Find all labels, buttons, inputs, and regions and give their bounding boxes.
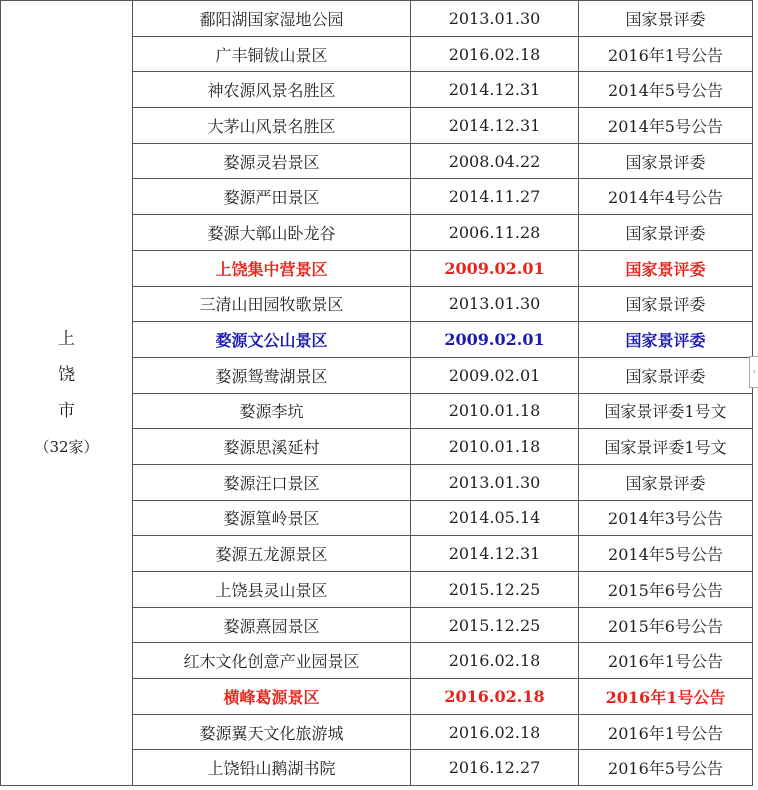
date-cell: 2010.01.18 bbox=[411, 429, 579, 465]
date-cell: 2014.12.31 bbox=[411, 72, 579, 108]
region-name-char: 饶 bbox=[58, 365, 75, 386]
source-cell: 国家景评委 bbox=[579, 143, 753, 179]
source-cell: 2015年6号公告 bbox=[579, 607, 753, 643]
date-cell: 2010.01.18 bbox=[411, 393, 579, 429]
scenic-area-name-cell: 上饶县灵山景区 bbox=[133, 572, 411, 608]
date-cell: 2016.02.18 bbox=[411, 714, 579, 750]
source-cell: 2016年1号公告 bbox=[579, 36, 753, 72]
date-cell: 2014.05.14 bbox=[411, 500, 579, 536]
scenic-area-name-cell: 婺源灵岩景区 bbox=[133, 143, 411, 179]
date-cell: 2016.12.27 bbox=[411, 750, 579, 786]
scenic-area-name-cell: 婺源大鄣山卧龙谷 bbox=[133, 215, 411, 251]
scenic-area-name-cell: 横峰葛源景区 bbox=[133, 679, 411, 715]
source-cell: 国家景评委 bbox=[579, 322, 753, 358]
date-cell: 2016.02.18 bbox=[411, 36, 579, 72]
source-cell: 2014年4号公告 bbox=[579, 179, 753, 215]
source-cell: 2016年1号公告 bbox=[579, 679, 753, 715]
scenic-area-name-cell: 婺源汪口景区 bbox=[133, 464, 411, 500]
scenic-area-name-cell: 上饶集中营景区 bbox=[133, 250, 411, 286]
region-count: （32家） bbox=[34, 438, 99, 457]
source-cell: 2014年5号公告 bbox=[579, 536, 753, 572]
date-cell: 2006.11.28 bbox=[411, 215, 579, 251]
scenic-area-name-cell: 婺源翼天文化旅游城 bbox=[133, 714, 411, 750]
date-cell: 2015.12.25 bbox=[411, 607, 579, 643]
source-cell: 2014年5号公告 bbox=[579, 108, 753, 144]
scenic-area-name-cell: 上饶铅山鹅湖书院 bbox=[133, 750, 411, 786]
region-name-char: 上 bbox=[58, 329, 75, 350]
date-cell: 2014.12.31 bbox=[411, 108, 579, 144]
date-cell: 2014.11.27 bbox=[411, 179, 579, 215]
scenic-area-name-cell: 神农源风景名胜区 bbox=[133, 72, 411, 108]
table-body bbox=[1, 1, 753, 786]
source-cell: 国家景评委 bbox=[579, 464, 753, 500]
source-cell: 国家景评委 bbox=[579, 357, 753, 393]
source-cell: 2014年5号公告 bbox=[579, 72, 753, 108]
region-cell bbox=[1, 1, 133, 786]
date-cell: 2016.02.18 bbox=[411, 679, 579, 715]
scenic-area-name-cell: 婺源文公山景区 bbox=[133, 322, 411, 358]
date-cell: 2016.02.18 bbox=[411, 643, 579, 679]
scenic-area-name-cell: 三清山田园牧歌景区 bbox=[133, 286, 411, 322]
scenic-area-name-cell: 鄱阳湖国家湿地公园 bbox=[133, 1, 411, 37]
source-cell: 国家景评委 bbox=[579, 286, 753, 322]
scenic-area-name-cell: 婺源严田景区 bbox=[133, 179, 411, 215]
date-cell: 2009.02.01 bbox=[411, 322, 579, 358]
date-cell: 2013.01.30 bbox=[411, 1, 579, 37]
date-cell: 2014.12.31 bbox=[411, 536, 579, 572]
region-name-char: 市 bbox=[58, 401, 75, 422]
source-cell: 国家景评委1号文 bbox=[579, 429, 753, 465]
scenic-area-name-cell: 婺源熹园景区 bbox=[133, 607, 411, 643]
table-row bbox=[1, 1, 753, 37]
source-cell: 2014年3号公告 bbox=[579, 500, 753, 536]
scenic-area-name-cell: 婺源五龙源景区 bbox=[133, 536, 411, 572]
scenic-area-name-cell: 婺源思溪延村 bbox=[133, 429, 411, 465]
source-cell: 2015年6号公告 bbox=[579, 572, 753, 608]
date-cell: 2008.04.22 bbox=[411, 143, 579, 179]
scroll-handle[interactable]: ‹ bbox=[749, 356, 758, 388]
date-cell: 2009.02.01 bbox=[411, 250, 579, 286]
scenic-area-name-cell: 广丰铜钹山景区 bbox=[133, 36, 411, 72]
scenic-area-name-cell: 婺源鸳鸯湖景区 bbox=[133, 357, 411, 393]
source-cell: 2016年5号公告 bbox=[579, 750, 753, 786]
date-cell: 2013.01.30 bbox=[411, 464, 579, 500]
scenic-area-name-cell: 大茅山风景名胜区 bbox=[133, 108, 411, 144]
date-cell: 2013.01.30 bbox=[411, 286, 579, 322]
source-cell: 国家景评委 bbox=[579, 250, 753, 286]
date-cell: 2009.02.01 bbox=[411, 357, 579, 393]
scenic-area-name-cell: 婺源篁岭景区 bbox=[133, 500, 411, 536]
date-cell: 2015.12.25 bbox=[411, 572, 579, 608]
source-cell: 国家景评委 bbox=[579, 215, 753, 251]
source-cell: 国家景评委1号文 bbox=[579, 393, 753, 429]
source-cell: 国家景评委 bbox=[579, 1, 753, 37]
source-cell: 2016年1号公告 bbox=[579, 714, 753, 750]
scenic-area-name-cell: 婺源李坑 bbox=[133, 393, 411, 429]
scenic-area-name-cell: 红木文化创意产业园景区 bbox=[133, 643, 411, 679]
source-cell: 2016年1号公告 bbox=[579, 643, 753, 679]
